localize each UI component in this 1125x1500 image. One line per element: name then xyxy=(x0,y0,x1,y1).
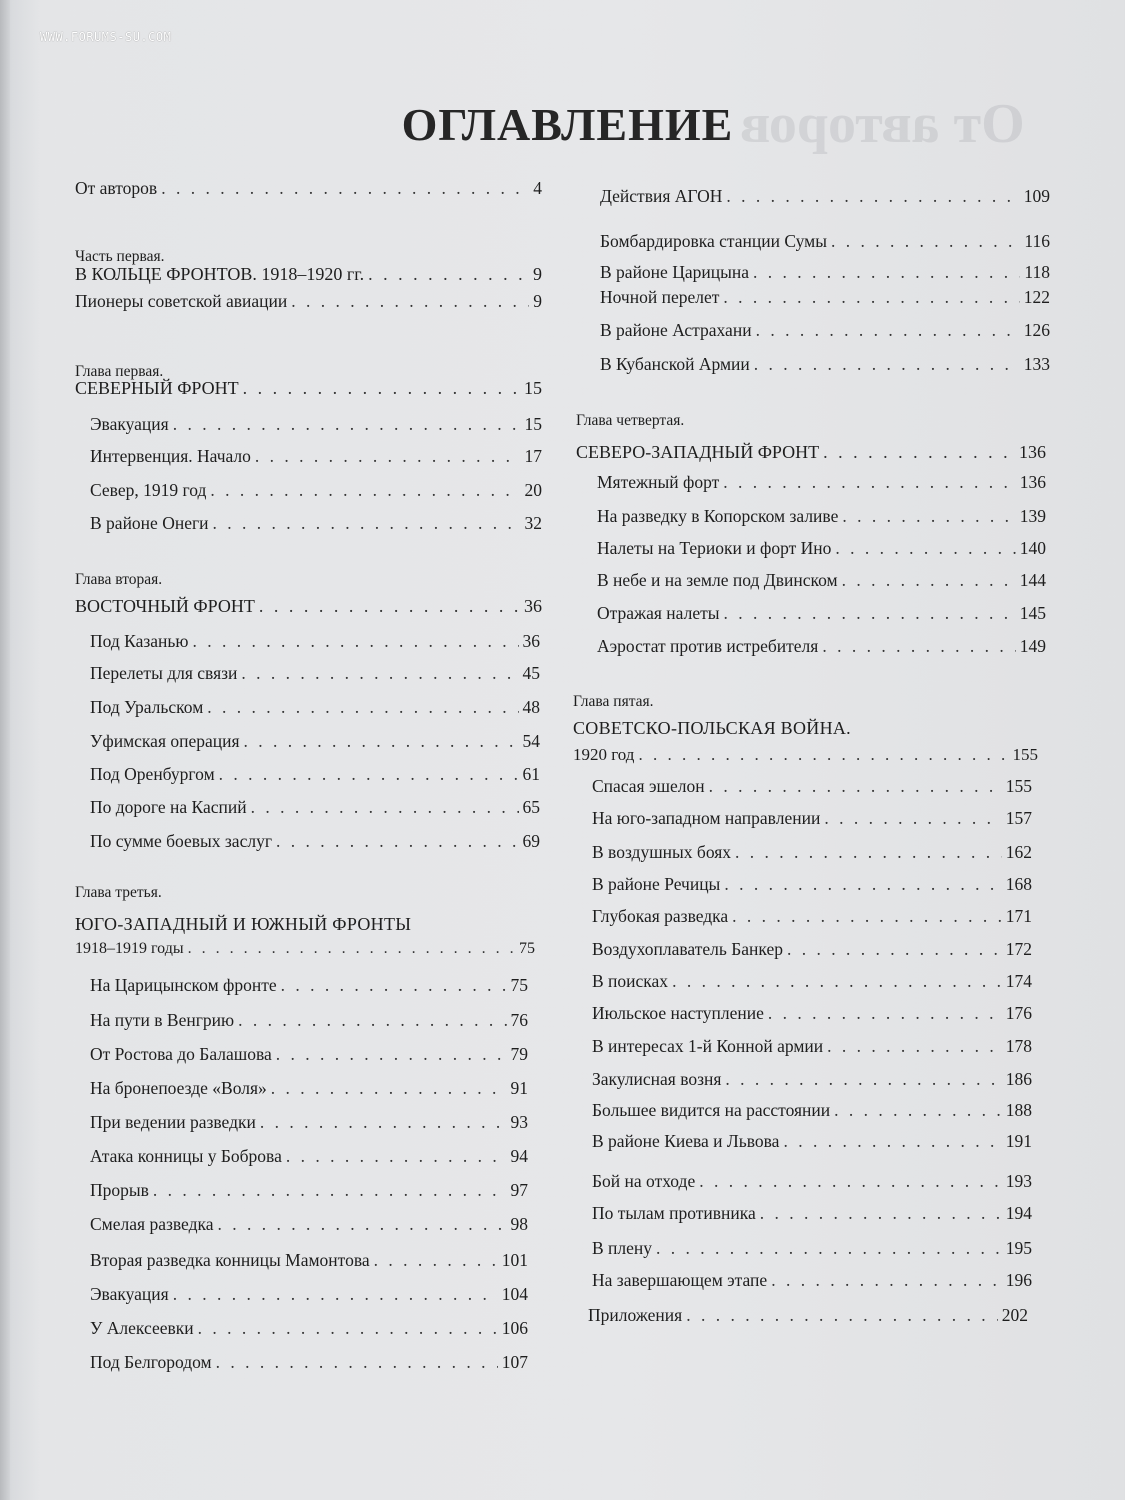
chapter-heading: СОВЕТСКО-ПОЛЬСКАЯ ВОЙНА. xyxy=(573,718,851,738)
toc-entry-title: Приложения xyxy=(588,1305,683,1325)
toc-entry-page: 17 xyxy=(524,446,542,466)
toc-entry-page: 162 xyxy=(1005,842,1032,862)
toc-entry-page: 45 xyxy=(522,663,540,683)
toc-entry-page: 109 xyxy=(1023,186,1050,206)
dot-leader xyxy=(723,287,1019,308)
toc-entry xyxy=(592,1003,1032,1024)
toc-entry-page: 171 xyxy=(1005,906,1032,926)
toc-entry-title: Спасая эшелон xyxy=(592,776,705,796)
dot-leader xyxy=(724,603,1016,624)
toc-entry xyxy=(592,1203,1032,1224)
toc-entry-title: В воздушных боях xyxy=(592,842,732,862)
toc-entry-title: СЕВЕРО-ЗАПАДНЫЙ ФРОНТ xyxy=(576,442,820,462)
toc-entry-page: 168 xyxy=(1005,874,1032,894)
toc-entry-page: 15 xyxy=(524,414,542,434)
toc-entry-title: Аэростат против истребителя xyxy=(597,636,819,656)
toc-entry-page: 4 xyxy=(533,178,542,198)
toc-entry xyxy=(592,1238,1032,1259)
toc-entry-title: Воздухоплаватель Банкер xyxy=(592,939,783,959)
toc-entry-title: СЕВЕРНЫЙ ФРОНТ xyxy=(75,378,239,398)
toc-entry-page: 136 xyxy=(1019,442,1046,462)
toc-entry-title: В КОЛЬЦЕ ФРОНТОВ. 1918–1920 гг. xyxy=(75,264,365,284)
dot-leader xyxy=(842,570,1016,591)
toc-entry xyxy=(600,354,1050,375)
toc-entry-title: Север, 1919 год xyxy=(90,480,207,500)
toc-entry-page: 79 xyxy=(510,1044,528,1064)
dot-leader xyxy=(735,842,1002,863)
toc-entry-page: 91 xyxy=(510,1078,528,1098)
toc-entry-page: 94 xyxy=(510,1146,528,1166)
toc-entry xyxy=(597,603,1046,624)
toc-entry-page: 145 xyxy=(1019,603,1046,623)
toc-entry-page: 194 xyxy=(1005,1203,1032,1223)
toc-entry-page: 195 xyxy=(1005,1238,1032,1258)
dot-leader xyxy=(760,1203,1002,1224)
toc-entry-page: 36 xyxy=(524,596,542,616)
dot-leader xyxy=(732,906,1002,927)
toc-entry-title: Под Уральском xyxy=(90,697,204,717)
dot-leader xyxy=(672,971,1002,992)
toc-entry-title: Июльское наступление xyxy=(592,1003,764,1023)
toc-entry-page: 136 xyxy=(1019,472,1046,492)
toc-entry-page: 107 xyxy=(501,1352,528,1372)
toc-entry-title: Под Казанью xyxy=(90,631,189,651)
show-through-text: От авторов xyxy=(740,93,1025,155)
toc-entry-title: Действия АГОН xyxy=(600,186,723,206)
toc-entry-page: 176 xyxy=(1005,1003,1032,1023)
toc-entry-page: 54 xyxy=(522,731,540,751)
part-kicker: Часть первая. xyxy=(75,248,165,265)
toc-entry-page: 20 xyxy=(524,480,542,500)
chapter-subheading xyxy=(573,745,1038,765)
toc-entry xyxy=(592,874,1032,895)
chapter-kicker: Глава третья. xyxy=(75,884,162,901)
toc-entry-title: Глубокая разведка xyxy=(592,906,729,926)
dot-leader xyxy=(754,354,1020,375)
chapter-heading xyxy=(576,442,1046,463)
chapter-heading: ЮГО-ЗАПАДНЫЙ И ЮЖНЫЙ ФРОНТЫ xyxy=(75,914,412,934)
toc-entry-title: Эвакуация xyxy=(90,1284,169,1304)
toc-entry-page: 140 xyxy=(1019,538,1046,558)
toc-entry-title: Пионеры советской авиации xyxy=(75,291,288,311)
page-title: ОГЛАВЛЕНИЕ xyxy=(401,99,734,150)
toc-entry-title: На разведку в Копорском заливе xyxy=(597,506,839,526)
toc-entry-page: 157 xyxy=(1005,808,1032,828)
toc-entry-page: 15 xyxy=(524,378,542,398)
toc-entry-page: 149 xyxy=(1019,636,1046,656)
toc-entry-page: 75 xyxy=(519,940,535,957)
toc-entry xyxy=(592,1036,1032,1057)
toc-entry xyxy=(592,971,1032,992)
toc-entry xyxy=(592,776,1032,797)
dot-leader xyxy=(709,776,1002,797)
toc-entry-title: Вторая разведка конницы Мамонтова xyxy=(90,1250,370,1270)
toc-entry-page: 76 xyxy=(510,1010,528,1030)
toc-entry xyxy=(592,939,1032,960)
chapter-kicker: Глава четвертая. xyxy=(576,412,685,429)
toc-entry xyxy=(592,1069,1032,1090)
toc-entry-page: 126 xyxy=(1023,320,1050,340)
toc-entry-page: 97 xyxy=(510,1180,528,1200)
toc-entry-title: Интервенция. Начало xyxy=(90,446,251,466)
toc-entry-title: Бой на отходе xyxy=(592,1171,696,1191)
toc-entry-page: 174 xyxy=(1005,971,1032,991)
dot-leader xyxy=(827,1036,1002,1057)
toc-entry-page: 202 xyxy=(1001,1305,1028,1325)
toc-entry-title: На бронепоезде «Воля» xyxy=(90,1078,267,1098)
dot-leader xyxy=(656,1238,1002,1259)
toc-entry-title: В плену xyxy=(592,1238,653,1258)
toc-entry-title: В районе Астрахани xyxy=(600,320,752,340)
dot-leader xyxy=(724,874,1001,895)
chapter-kicker: Глава вторая. xyxy=(75,571,163,588)
toc-entry-title: Прорыв xyxy=(90,1180,149,1200)
toc-entry-page: 98 xyxy=(510,1214,528,1234)
toc-entry-page: 188 xyxy=(1005,1100,1032,1120)
dot-leader xyxy=(686,1305,998,1326)
toc-entry xyxy=(597,636,1046,657)
dot-leader xyxy=(842,506,1015,527)
toc-entry-title: 1920 год xyxy=(573,745,635,764)
toc-entry-page: 196 xyxy=(1005,1270,1032,1290)
toc-entry-title: В интересах 1-й Конной армии xyxy=(592,1036,824,1056)
toc-entry-page: 172 xyxy=(1005,939,1032,959)
toc-entry-title: Смелая разведка xyxy=(90,1214,214,1234)
toc-entry-title: 1918–1919 годы xyxy=(75,940,184,957)
dot-leader xyxy=(822,636,1015,657)
dot-leader xyxy=(831,231,1020,252)
toc-entry-title: На завершающем этапе xyxy=(592,1270,768,1290)
toc-entry xyxy=(597,472,1046,493)
toc-entry-page: 116 xyxy=(1024,231,1050,251)
toc-entry-title: В поисках xyxy=(592,971,669,991)
toc-entry-page: 9 xyxy=(533,291,542,311)
toc-entry-title: В Кубанской Армии xyxy=(600,354,750,374)
dot-leader xyxy=(753,262,1020,283)
toc-entry-page: 106 xyxy=(501,1318,528,1338)
toc-entry-page: 32 xyxy=(524,513,542,533)
toc-entry-page: 104 xyxy=(501,1284,528,1304)
toc-entry-title: На пути в Венгрию xyxy=(90,1010,235,1030)
chapter-kicker: Глава пятая. xyxy=(573,693,654,710)
toc-entry-title: По сумме боевых заслуг xyxy=(90,831,272,851)
toc-entry xyxy=(600,320,1050,341)
dot-leader xyxy=(783,1131,1001,1152)
dot-leader xyxy=(787,939,1002,960)
toc-entry-title: Эвакуация xyxy=(90,414,169,434)
toc-entry-title: Под Оренбургом xyxy=(90,764,215,784)
toc-entry-title: ВОСТОЧНЫЙ ФРОНТ xyxy=(75,596,255,616)
toc-entry-page: 155 xyxy=(1012,745,1038,764)
toc-entry-title: Перелеты для связи xyxy=(90,663,238,683)
toc-entry-page: 144 xyxy=(1019,570,1046,590)
toc-entry-title: В районе Царицына xyxy=(600,262,749,282)
toc-entry-title: Отражая налеты xyxy=(597,603,720,623)
toc-entry xyxy=(592,842,1032,863)
watermark: WWW.FORUMS-SU.COM xyxy=(40,30,172,44)
toc-entry-title: Закулисная возня xyxy=(592,1069,722,1089)
chapter-kicker: Глава первая. xyxy=(75,363,164,380)
toc-entry-title: Мятежный форт xyxy=(597,472,720,492)
dot-leader xyxy=(756,320,1020,341)
dot-leader xyxy=(771,1270,1002,1291)
toc-entry-title: У Алексеевки xyxy=(90,1318,194,1338)
dot-leader xyxy=(824,808,1001,829)
toc-entry-page: 191 xyxy=(1005,1131,1032,1151)
toc-entry xyxy=(592,1100,1032,1121)
toc-entry-page: 155 xyxy=(1005,776,1032,796)
dot-leader xyxy=(726,186,1019,207)
toc-entry-title: Уфимская операция xyxy=(90,731,240,751)
toc-entry-page: 36 xyxy=(522,631,540,651)
toc-entry xyxy=(592,1270,1032,1291)
toc-entry-page: 178 xyxy=(1005,1036,1032,1056)
toc-entry xyxy=(600,186,1050,207)
toc-entry-title: На юго-западном направлении xyxy=(592,808,821,828)
dot-leader xyxy=(834,1100,1002,1121)
toc-entry xyxy=(592,808,1032,829)
toc-entry-title: Бомбардировка станции Сумы xyxy=(600,231,827,251)
toc-entry-page: 186 xyxy=(1005,1069,1032,1089)
toc-entry-title: В районе Киева и Львова xyxy=(592,1131,780,1151)
dot-leader xyxy=(723,472,1016,493)
toc-entry-title: Налеты на Териоки и форт Ино xyxy=(597,538,832,558)
toc-entry-page: 65 xyxy=(522,797,540,817)
toc-entry-title: Под Белгородом xyxy=(90,1352,212,1372)
toc-entry-title: В районе Речицы xyxy=(592,874,721,894)
dot-leader xyxy=(638,745,1008,765)
toc-entry-page: 139 xyxy=(1019,506,1046,526)
toc-entry xyxy=(600,262,1050,283)
toc-entry-title: По дороге на Каспий xyxy=(90,797,247,817)
toc-entry-page: 193 xyxy=(1005,1171,1032,1191)
dot-leader xyxy=(835,538,1015,559)
toc-entry xyxy=(592,906,1032,927)
dot-leader xyxy=(725,1069,1001,1090)
dot-leader xyxy=(699,1171,1002,1192)
toc-entry-title: От Ростова до Балашова xyxy=(90,1044,272,1064)
toc-entry xyxy=(600,231,1050,252)
toc-entry xyxy=(592,1131,1032,1152)
toc-entry-title: При ведении разведки xyxy=(90,1112,256,1132)
toc-entry-title: В небе и на земле под Двинском xyxy=(597,570,838,590)
toc-entry-page: 75 xyxy=(510,975,528,995)
toc-entry-page: 48 xyxy=(522,697,540,717)
toc-entry-title: Большее видится на расстоянии xyxy=(592,1100,831,1120)
toc-entry xyxy=(592,1171,1032,1192)
toc-entry-page: 93 xyxy=(510,1112,528,1132)
toc-entry-page: 69 xyxy=(522,831,540,851)
toc-entry xyxy=(597,506,1046,527)
toc-entry xyxy=(600,287,1050,308)
toc-entry-page: 61 xyxy=(522,764,540,784)
toc-entry-page: 133 xyxy=(1023,354,1050,374)
toc-entry-title: От авторов xyxy=(75,178,158,198)
toc-entry-page: 122 xyxy=(1023,287,1050,307)
toc-entry xyxy=(597,570,1046,591)
toc-entry-title: На Царицынском фронте xyxy=(90,975,277,995)
dot-leader xyxy=(768,1003,1002,1024)
dot-leader xyxy=(823,442,1015,463)
toc-entry-appendix xyxy=(588,1305,1028,1326)
toc-entry-title: Ночной перелет xyxy=(600,287,720,307)
toc-entry-title: Атака конницы у Боброва xyxy=(90,1146,282,1166)
toc-entry xyxy=(597,538,1046,559)
toc-entry-title: По тылам противника xyxy=(592,1203,756,1223)
toc-entry-page: 9 xyxy=(533,264,542,284)
toc-entry-page: 101 xyxy=(501,1250,528,1270)
toc-entry-page: 118 xyxy=(1024,262,1050,282)
toc-entry-title: В районе Онеги xyxy=(90,513,209,533)
